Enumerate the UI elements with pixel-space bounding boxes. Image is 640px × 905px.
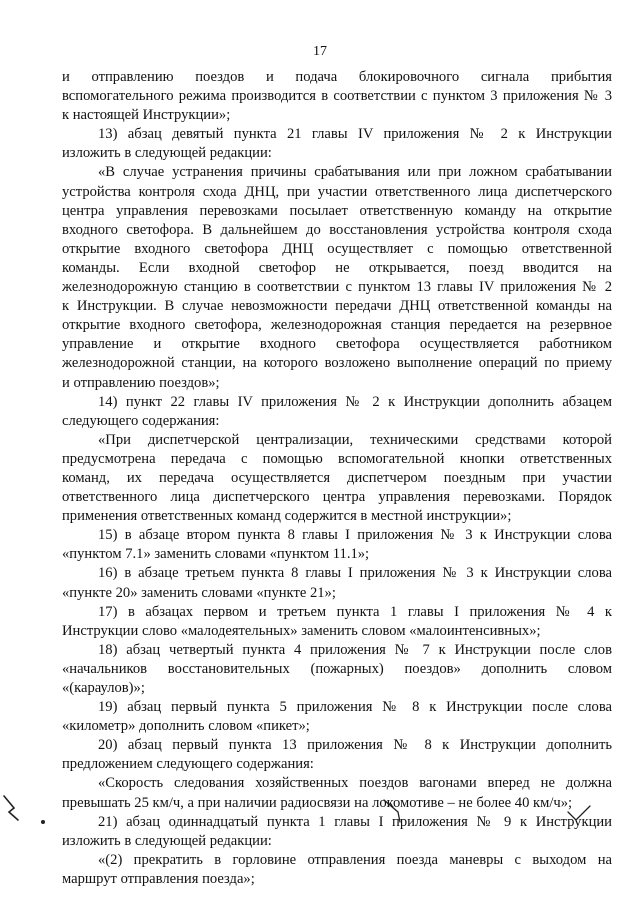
text-line: управление и открытие входного светофора осуществляется работником xyxy=(62,336,612,353)
text-line: и отправлению поездов»; xyxy=(62,374,220,391)
margin-pen-mark xyxy=(0,790,30,830)
text-line: команд, их передача осуществляется диспетчером поездным при участии xyxy=(62,469,612,486)
text-line: открытие входного светофора ДНЦ осуществляет с помощью ответственной xyxy=(62,240,612,257)
text-line: команды. Если входной светофор не открывается, поезд вводится на xyxy=(62,259,612,276)
quote-start: «В случае устранения причины срабатывания или при ложном срабатывании xyxy=(98,164,612,181)
text-line: превышать 25 км/ч, а при наличии радиосвязи на локомотиве – не более 40 км/ч»; xyxy=(62,794,573,811)
text-line: изложить в следующей редакции: xyxy=(62,832,272,849)
text-line: Инструкции слово «малодеятельных» заменить словом «малоинтенсивных»; xyxy=(62,622,541,639)
dot-mark xyxy=(40,819,48,827)
text-line: открытие входного светофора, железнодорожная станция передается на резервное xyxy=(62,317,612,334)
text-line: маршрут отправления поезда»; xyxy=(62,870,255,887)
quote-start: «Скорость следования хозяйственных поездов вагонами вперед не должна xyxy=(98,775,612,792)
text-line: устройства контроля схода ДНЦ, при участии ответственного лица диспетчерского xyxy=(62,183,612,200)
text-line: следующего содержания: xyxy=(62,412,220,429)
item-16-start: 16) в абзаце третьем пункта 8 главы I приложения № 3 к Инструкции слова xyxy=(98,565,612,582)
item-21-start: 21) абзац одиннадцатый пункта 1 главы I приложения № 9 к Инструкции xyxy=(98,813,612,830)
text-line: и отправлению поездов и подача блокировочного сигнала прибытия xyxy=(62,69,612,85)
document-body xyxy=(62,68,612,889)
page-number: 17 xyxy=(313,44,327,59)
text-line: к Инструкции. В случае невозможности передачи ДНЦ ответственной команды на xyxy=(62,298,612,315)
text-line: предложением следующего содержания: xyxy=(62,756,314,773)
text-line: изложить в следующей редакции: xyxy=(62,145,272,162)
text-line: применения ответственных команд содержится в местной инструкции»; xyxy=(62,508,512,525)
text-line: к настоящей Инструкции»; xyxy=(62,107,231,124)
text-line: «(караулов)»; xyxy=(62,680,145,696)
text-line: железнодорожной станции, на которого возложено выполнение операций по приему xyxy=(62,355,612,372)
quote-start: «При диспетчерской централизации, техническими средствами которой xyxy=(98,431,612,448)
text-line: «пунктом 7.1» заменить словами «пунктом 11.1»; xyxy=(62,546,370,563)
quote-start: «(2) прекратить в горловине отправления поезда маневры с выходом на xyxy=(98,851,612,868)
text-line: ответственного лица диспетчерского центра управления перевозками. Порядок xyxy=(62,489,612,506)
text-line: «начальников восстановительных (пожарных) поездов» дополнить словом xyxy=(62,660,612,677)
item-19-start: 19) абзац первый пункта 5 приложения № 8 к Инструкции после слова xyxy=(98,699,612,716)
item-13-start: 13) абзац девятый пункта 21 главы IV приложения № 2 к Инструкции xyxy=(98,126,612,143)
text-line: центра управления перевозками посылает ответственную команду на открытие xyxy=(62,202,612,219)
item-14-start: 14) пункт 22 главы IV приложения № 2 к Инструкции дополнить абзацем xyxy=(98,393,612,410)
text-line: вспомогательного режима производится в соответствии с пунктом 3 приложения № 3 xyxy=(62,88,612,105)
text-line: железнодорожную станцию в соответствии с пунктом 13 главы IV приложения № 2 xyxy=(62,279,612,296)
item-17-start: 17) в абзацах первом и третьем пункта 1 главы I приложения № 4 к xyxy=(98,603,612,620)
text-line: входного светофора. В дальнейшем до восстановления устройства контроля схода xyxy=(62,221,612,238)
item-15-start: 15) в абзаце втором пункта 8 главы I приложения № 3 к Инструкции слова xyxy=(98,527,612,544)
text-line: «километр» дополнить словом «пикет»; xyxy=(62,718,310,735)
item-20-start: 20) абзац первый пункта 13 приложения № 8 к Инструкции дополнить xyxy=(98,737,612,754)
text-line: «пункте 20» заменить словами «пункте 21»; xyxy=(62,584,336,601)
text-line: предусмотрена передача с помощью вспомогательной кнопки ответственных xyxy=(62,450,612,467)
item-18-start: 18) абзац четвертый пункта 4 приложения № 7 к Инструкции после слов xyxy=(98,641,612,658)
